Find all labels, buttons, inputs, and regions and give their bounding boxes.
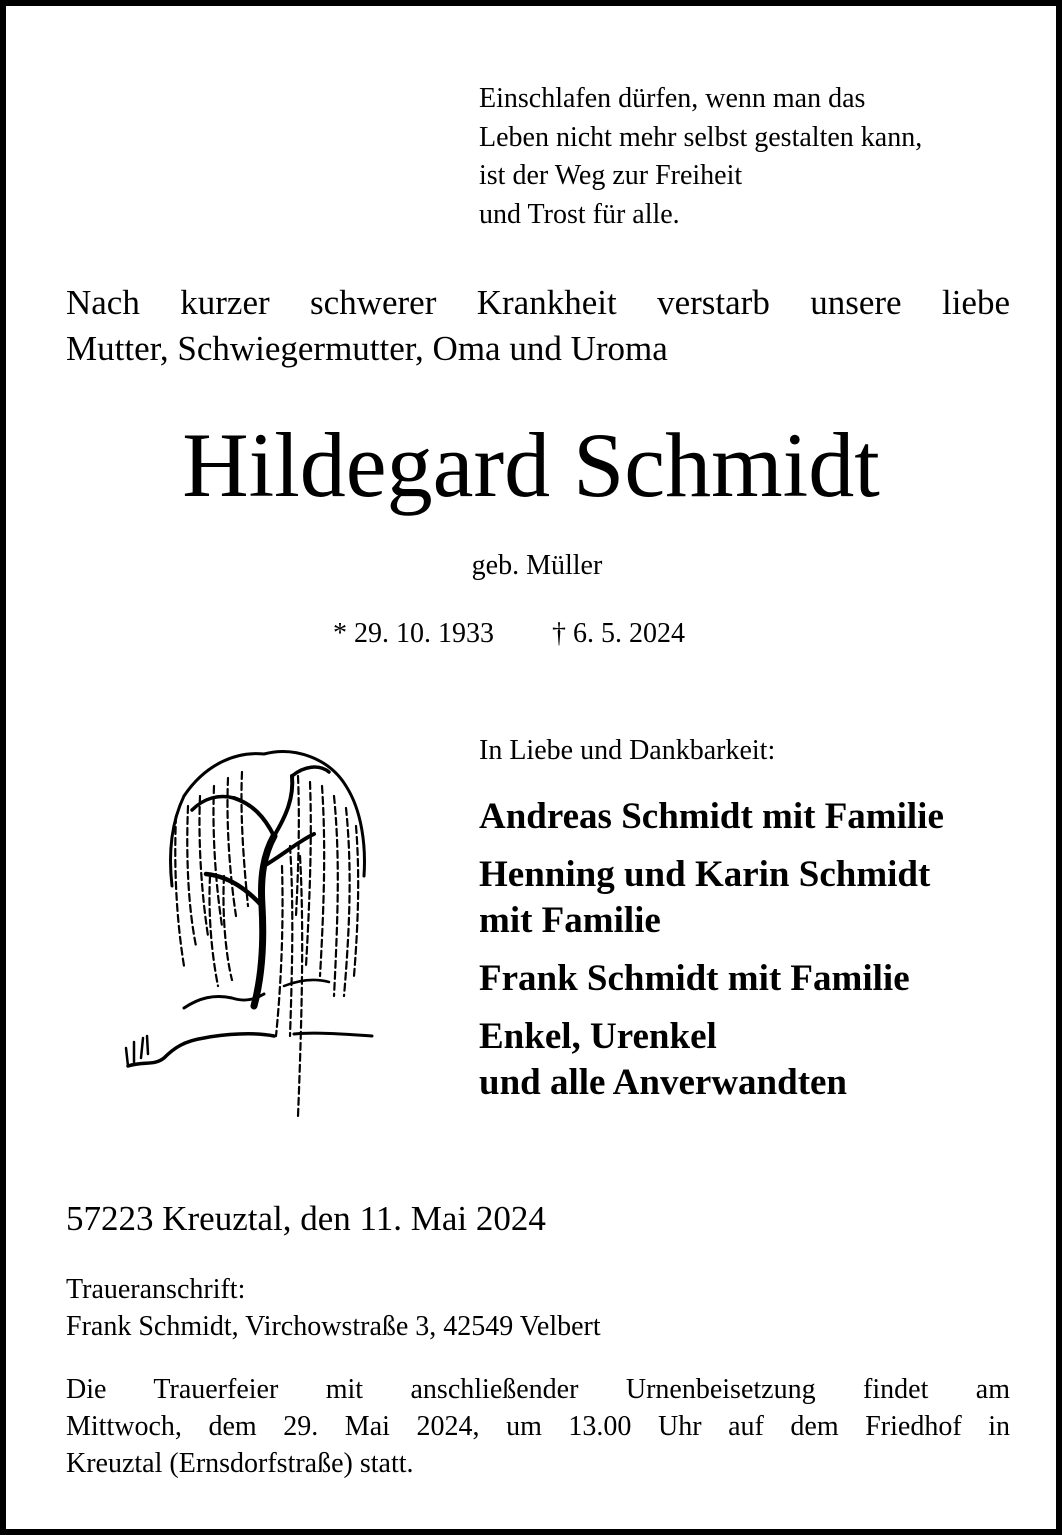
family-entry-3: Frank Schmidt mit Familie bbox=[479, 958, 910, 999]
family-entry-1: Andreas Schmidt mit Familie bbox=[479, 796, 944, 837]
ceremony-line-1: Die Trauerfeier mit anschließender Urnenbeisetzung findet am bbox=[66, 1374, 1010, 1405]
family-entry-4: Enkel, Urenkel und alle Anverwandten bbox=[479, 1016, 848, 1103]
intro-line-1: Nach kurzer schwerer Krankheit verstarb unsere liebe bbox=[66, 283, 1010, 322]
family-list bbox=[479, 794, 944, 1118]
life-dates bbox=[333, 616, 685, 652]
place-date: 57223 Kreuztal, den 11. Mai 2024 bbox=[66, 1199, 546, 1238]
family-entry-2: Henning und Karin Schmidt mit Familie bbox=[479, 854, 931, 941]
mourning-address bbox=[66, 1271, 601, 1345]
ceremony-info bbox=[66, 1371, 1010, 1482]
maiden-name: geb. Müller bbox=[471, 550, 603, 581]
poem: Einschlafen dürfen, wenn man das Leben nicht mehr selbst gestalten kann, ist der Weg zur Freiheit und Trost für alle. bbox=[479, 83, 923, 230]
address-line: Frank Schmidt, Virchowstraße 3, 42549 Velbert bbox=[66, 1311, 601, 1342]
ceremony-line-2: Mittwoch, dem 29. Mai 2024, um 13.00 Uhr auf dem Friedhof in bbox=[66, 1411, 1010, 1442]
birth-date: * 29. 10. 1933 bbox=[333, 618, 494, 649]
death-date: † 6. 5. 2024 bbox=[552, 618, 685, 649]
weeping-willow-icon bbox=[114, 736, 384, 1121]
intro-line-2: Mutter, Schwiegermutter, Oma und Uroma bbox=[66, 329, 668, 368]
intro-text bbox=[66, 280, 1010, 372]
deceased-name: Hildegard Schmidt bbox=[182, 414, 880, 516]
address-label: Traueranschrift: bbox=[66, 1274, 246, 1305]
thanks-line: In Liebe und Dankbarkeit: bbox=[479, 735, 776, 766]
ceremony-line-3: Kreuztal (Ernsdorfstraße) statt. bbox=[66, 1448, 414, 1479]
